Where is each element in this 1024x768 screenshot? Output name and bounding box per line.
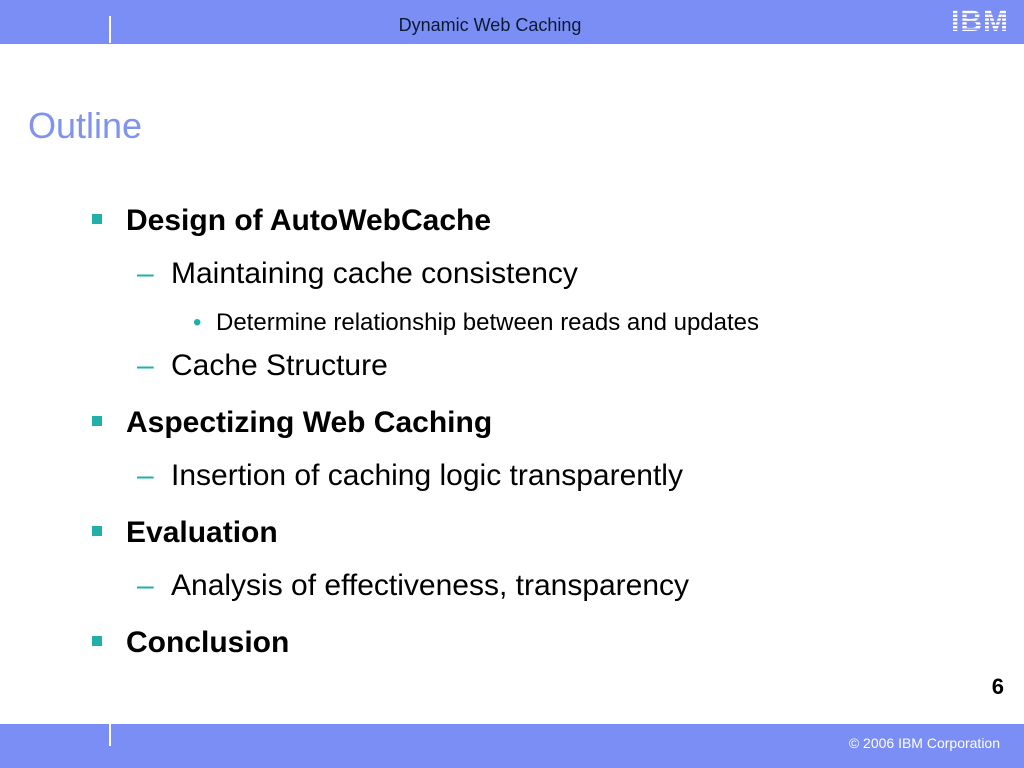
outline-subitem-cache-structure (137, 349, 388, 383)
outline-subitem-insertion (137, 459, 683, 493)
outline-subitem-cache-consistency (137, 257, 578, 291)
slide-title: Outline (28, 105, 143, 146)
ibm-logo-icon (944, 4, 1016, 36)
outline-subitem-label: Insertion of caching logic transparently (171, 459, 683, 492)
outline-item-design (126, 204, 491, 238)
outline-item-label: Conclusion (126, 626, 290, 659)
dash-bullet-icon: – (137, 257, 154, 290)
outline-subitem-label: Analysis of effectiveness, transparency (171, 569, 690, 602)
dash-bullet-icon: – (137, 569, 154, 602)
dash-bullet-icon: – (137, 459, 154, 492)
outline-item-evaluation (126, 516, 278, 550)
square-bullet-icon (92, 636, 102, 646)
page-number: 6 (991, 674, 1004, 699)
outline-item-label: Aspectizing Web Caching (126, 406, 493, 439)
outline-subsubitem-label: Determine relationship between reads and updates (216, 309, 760, 336)
outline-subitem-label: Cache Structure (171, 349, 388, 382)
dash-bullet-icon: – (137, 349, 154, 382)
outline-item-label: Design of AutoWebCache (126, 204, 492, 237)
square-bullet-icon (92, 214, 102, 224)
square-bullet-icon (92, 416, 102, 426)
outline-item-conclusion (126, 626, 289, 660)
dot-bullet-icon: • (193, 309, 202, 336)
header-title: Dynamic Web Caching (398, 15, 582, 35)
footer-bar (0, 724, 1024, 768)
outline-item-aspectizing (126, 406, 492, 440)
outline-item-label: Evaluation (126, 516, 278, 549)
square-bullet-icon (92, 526, 102, 536)
outline-subitem-analysis (137, 569, 690, 603)
footer-divider (109, 724, 111, 746)
outline-subitem-label: Maintaining cache consistency (171, 257, 578, 290)
header-bar (0, 0, 1024, 44)
copyright-notice: © 2006 IBM Corporation (848, 735, 1000, 751)
outline-subsubitem-relationship (193, 309, 760, 337)
